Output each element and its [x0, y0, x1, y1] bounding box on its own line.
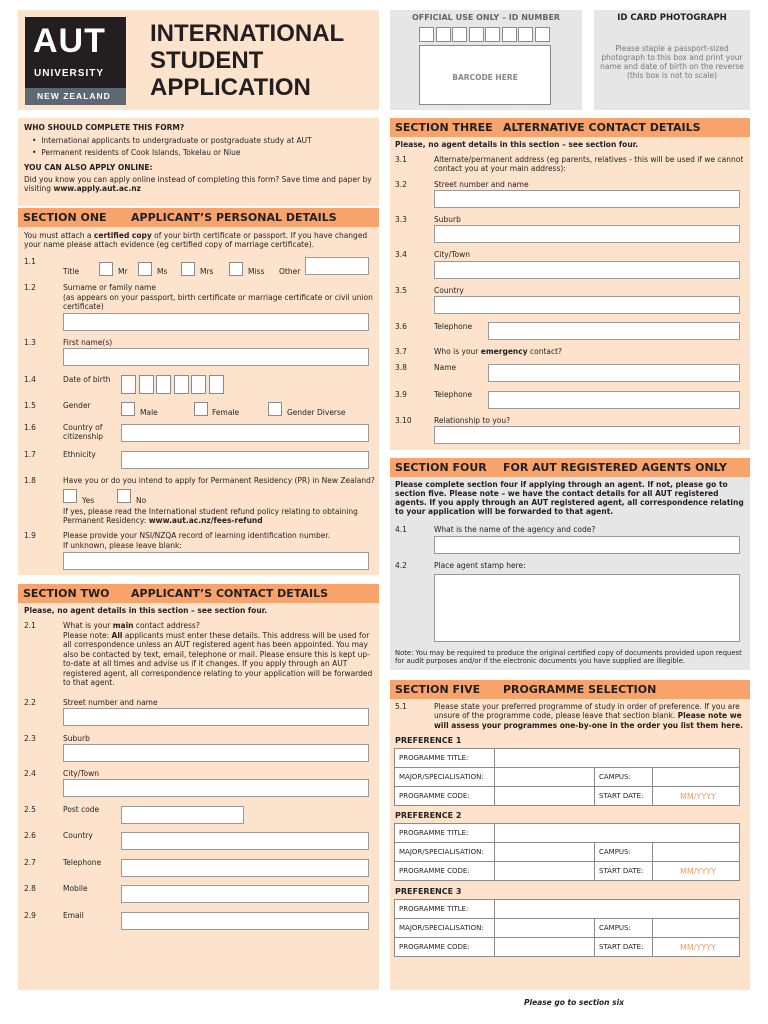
q-number: 1.9	[24, 531, 36, 540]
country-field[interactable]	[121, 832, 369, 850]
id-number-digit-box	[419, 27, 434, 42]
q-number: 5.1	[395, 702, 407, 711]
alt-suburb-label: Suburb	[434, 215, 461, 224]
section-three-note: Please, no agent details in this section – see section four.	[395, 140, 639, 149]
country-label: Country	[63, 831, 93, 840]
agent-stamp-label: Place agent stamp here:	[434, 561, 526, 570]
diverse-label: Gender Diverse	[287, 408, 346, 417]
campus-label: CAMPUS:	[595, 768, 653, 787]
email-label: Email	[63, 911, 84, 920]
gender-female-checkbox[interactable]	[194, 402, 208, 416]
emergency-telephone-field[interactable]	[488, 391, 740, 409]
alt-country-label: Country	[434, 286, 464, 295]
gender-diverse-checkbox[interactable]	[268, 402, 282, 416]
section-four-note: Please complete section four if applying through an agent. If not, please go to section five. Please note – we have the contact details for all AUT registered agents. If you apply through an AUT registered agent, all correspondence relating to your application will be forwarded to that agent.	[395, 480, 744, 516]
telephone-field[interactable]	[121, 859, 369, 877]
q-number: 1.6	[24, 423, 36, 432]
programme-code-field[interactable]	[495, 862, 595, 881]
first-name-label: First name(s)	[63, 338, 113, 347]
start-date-label: START DATE:	[595, 862, 653, 881]
next-section-note: Please go to section six	[524, 998, 624, 1007]
no-label: No	[136, 496, 147, 505]
q-number: 1.1	[24, 257, 36, 266]
ethnicity-label: Ethnicity	[63, 450, 96, 459]
q-number: 1.2	[24, 283, 36, 292]
section-one-intro: You must attach a certified copy of your birth certificate or passport. If you have changed your name please attach evidence (eg certified copy of marriage certificate).	[24, 231, 368, 249]
pr-question: Have you or do you intend to apply for Permanent Residency (PR) in New Zealand?	[63, 476, 375, 485]
citizenship-label: Country of citizenship	[63, 423, 104, 442]
photo-instructions: Please staple a passport-sized photograph to this box and print your name and date of birth on the reverse (this box is not to scale)	[600, 44, 744, 80]
q-number: 3.1	[395, 155, 407, 164]
major-label: MAJOR/SPECIALISATION:	[395, 843, 495, 862]
campus-field[interactable]	[653, 843, 740, 862]
programme-title-label: PROGRAMME TITLE:	[395, 900, 495, 919]
yes-label: Yes	[82, 496, 95, 505]
programme-code-field[interactable]	[495, 938, 595, 957]
other-label: Other	[279, 267, 301, 276]
logo-country: NEW ZEALAND	[37, 91, 111, 101]
nsn-note: If unknown, please leave blank:	[63, 541, 182, 550]
postcode-field[interactable]	[121, 806, 244, 824]
id-number-digit-box	[485, 27, 500, 42]
pr-note: If yes, please read the International student refund policy relating to obtaining Permanent Residency: www.aut.ac.nz/fees-refund	[63, 507, 358, 526]
mobile-label: Mobile	[63, 884, 88, 893]
postcode-label: Post code	[63, 805, 100, 814]
pr-yes-checkbox[interactable]	[63, 489, 77, 503]
emergency-question: Who is your emergency contact?	[434, 347, 563, 356]
mrs-label: Mrs	[200, 267, 214, 276]
suburb-field[interactable]	[63, 744, 369, 762]
page-title-line2: STUDENT	[150, 47, 264, 74]
section-four-header: SECTION FOUR FOR AUT REGISTERED AGENTS ONLY	[390, 458, 750, 477]
nsn-question: Please provide your NSI/NZQA record of learning identification number.	[63, 531, 331, 540]
gender-label: Gender	[63, 401, 91, 410]
aut-logo	[25, 17, 126, 105]
photo-title: ID CARD PHOTOGRAPH	[617, 13, 727, 23]
dob-digit-box[interactable]	[209, 375, 224, 394]
nsn-field[interactable]	[63, 552, 369, 570]
agent-stamp-box[interactable]	[434, 574, 740, 642]
online-text: Did you know you can apply online instead of completing this form? Save time and paper by visiting www.apply.aut.ac.nz	[24, 175, 372, 193]
preference-1-heading: PREFERENCE 1	[395, 736, 462, 745]
dob-digit-box[interactable]	[191, 375, 206, 394]
q-number: 3.7	[395, 347, 407, 356]
campus-field[interactable]	[653, 919, 740, 938]
miss-label: Miss	[248, 267, 265, 276]
q-number: 3.4	[395, 250, 407, 259]
female-label: Female	[212, 408, 240, 417]
preference-2-heading: PREFERENCE 2	[395, 811, 462, 820]
surname-label: Surname or family name	[63, 283, 156, 292]
dob-digit-box[interactable]	[174, 375, 189, 394]
programme-title-field[interactable]	[495, 749, 740, 768]
q-number: 3.10	[395, 416, 412, 425]
q-number: 1.4	[24, 375, 36, 384]
preference-3-heading: PREFERENCE 3	[395, 887, 462, 896]
logo-sub: UNIVERSITY	[34, 68, 105, 79]
dob-digit-box[interactable]	[139, 375, 154, 394]
alt-suburb-field[interactable]	[434, 225, 740, 243]
online-title: YOU CAN ALSO APPLY ONLINE:	[24, 163, 153, 172]
q-number: 1.5	[24, 401, 36, 410]
q-number: 1.8	[24, 476, 36, 485]
q-number: 3.8	[395, 363, 407, 372]
who-title: WHO SHOULD COMPLETE THIS FORM?	[24, 123, 185, 132]
alt-street-field[interactable]	[434, 190, 740, 208]
mobile-field[interactable]	[121, 885, 369, 903]
programme-code-field[interactable]	[495, 787, 595, 806]
q-number: 4.2	[395, 561, 407, 570]
id-number-digit-box	[452, 27, 467, 42]
fees-refund-link[interactable]: www.aut.ac.nz/fees-refund	[148, 516, 263, 526]
dob-digit-box[interactable]	[121, 375, 136, 394]
alt-country-field[interactable]	[434, 296, 740, 314]
major-label: MAJOR/SPECIALISATION:	[395, 768, 495, 787]
title-mrs-checkbox[interactable]	[181, 262, 195, 276]
suburb-label: Suburb	[63, 734, 90, 743]
campus-label: CAMPUS:	[595, 919, 653, 938]
agency-field[interactable]	[434, 536, 740, 554]
alt-telephone-field[interactable]	[488, 322, 740, 340]
surname-field[interactable]	[63, 313, 369, 331]
emergency-name-label: Name	[434, 363, 457, 372]
section-three-header: SECTION THREE ALTERNATIVE CONTACT DETAILS	[390, 118, 750, 137]
start-date-field[interactable]: MM/YYYY	[653, 938, 740, 957]
bullet-1: • International applicants to undergraduate or postgraduate study at AUT	[32, 136, 312, 145]
q-number: 2.9	[24, 911, 36, 920]
major-field[interactable]	[495, 768, 595, 787]
pr-no-checkbox[interactable]	[117, 489, 131, 503]
male-label: Male	[140, 408, 158, 417]
id-number-digit-box	[469, 27, 484, 42]
q-number: 2.3	[24, 734, 36, 743]
start-date-field[interactable]: MM/YYYY	[653, 787, 740, 806]
q-number: 2.2	[24, 698, 36, 707]
start-date-label: START DATE:	[595, 787, 653, 806]
q-number: 2.5	[24, 805, 36, 814]
bullet-2: • Permanent residents of Cook Islands, Tokelau or Niue	[32, 148, 241, 157]
apply-online-link[interactable]: www.apply.aut.ac.nz	[53, 184, 141, 193]
programme-title-label: PROGRAMME TITLE:	[395, 749, 495, 768]
first-name-field[interactable]	[63, 348, 369, 366]
q-number: 1.7	[24, 450, 36, 459]
q-number: 3.5	[395, 286, 407, 295]
preference-1-table	[394, 748, 740, 806]
dob-digit-box[interactable]	[156, 375, 171, 394]
section-two-header: SECTION TWO APPLICANT’S CONTACT DETAILS	[18, 584, 379, 603]
relationship-field[interactable]	[434, 426, 740, 444]
surname-note: (as appears on your passport, birth certificate or marriage certificate or civil union certificate)	[63, 293, 373, 312]
id-number-digit-box	[436, 27, 451, 42]
major-label: MAJOR/SPECIALISATION:	[395, 919, 495, 938]
ms-label: Ms	[157, 267, 168, 276]
alt-telephone-label: Telephone	[434, 322, 473, 331]
programme-title-field[interactable]	[495, 900, 740, 919]
street-field[interactable]	[63, 708, 369, 726]
relationship-label: Relationship to you?	[434, 416, 511, 425]
major-field[interactable]	[495, 919, 595, 938]
section-two-note: Please, no agent details in this section – see section four.	[24, 606, 268, 615]
programme-code-label: PROGRAMME CODE:	[395, 787, 495, 806]
alt-city-label: City/Town	[434, 250, 471, 259]
alt-street-label: Street number and name	[434, 180, 529, 189]
main-contact-note: Please note: All applicants must enter these details. This address will be used for all correspondence unless an AUT registered agent has been appointed. You may also be contacted by text, email, telephone or mail. Please ensure this is kept up-to-date at all times and advise us if it changes. If you apply through an AUT registered agent, all correspondence relating to your application will be forwarded to that agent.	[63, 631, 373, 687]
city-label: City/Town	[63, 769, 100, 778]
programme-code-label: PROGRAMME CODE:	[395, 862, 495, 881]
main-contact-question: What is your main contact address?	[63, 621, 200, 630]
q-number: 2.4	[24, 769, 36, 778]
programme-intro: Please state your preferred programme of study in order of preference. If you are unsure of the programme code, please leave that section blank. Please note we will assess your programmes one-by-one in the order you list them here.	[434, 702, 744, 730]
dob-label: Date of birth	[63, 375, 111, 384]
emergency-name-field[interactable]	[488, 364, 740, 382]
preference-2-table	[394, 823, 740, 881]
gender-male-checkbox[interactable]	[121, 402, 135, 416]
title-ms-checkbox[interactable]	[138, 262, 152, 276]
alt-address-label: Alternate/permanent address (eg parents, relatives - this will be used if we cannot contact you at your main address):	[434, 155, 744, 174]
programme-title-label: PROGRAMME TITLE:	[395, 824, 495, 843]
logo-main: AUT	[33, 22, 106, 60]
emergency-telephone-label: Telephone	[434, 390, 473, 399]
email-field[interactable]	[121, 912, 369, 930]
section-four-footnote: Note: You may be required to produce the original certified copy of documents provided upon request for audit purposes and/or if the electronic documents you have supplied are illegible.	[395, 649, 742, 666]
city-field[interactable]	[63, 779, 369, 797]
title-label: Title	[63, 267, 80, 276]
title-mr-checkbox[interactable]	[99, 262, 113, 276]
programme-title-field[interactable]	[495, 824, 740, 843]
page-title-line1: INTERNATIONAL	[150, 20, 345, 47]
campus-label: CAMPUS:	[595, 843, 653, 862]
alt-city-field[interactable]	[434, 261, 740, 279]
start-date-field[interactable]: MM/YYYY	[653, 862, 740, 881]
programme-code-label: PROGRAMME CODE:	[395, 938, 495, 957]
mr-label: Mr	[118, 267, 128, 276]
q-number: 2.6	[24, 831, 36, 840]
q-number: 1.3	[24, 338, 36, 347]
q-number: 2.1	[24, 621, 36, 630]
major-field[interactable]	[495, 843, 595, 862]
id-number-digit-box	[518, 27, 533, 42]
barcode-label: BARCODE HERE	[452, 73, 518, 82]
preference-3-table	[394, 899, 740, 957]
street-label: Street number and name	[63, 698, 158, 707]
q-number: 3.3	[395, 215, 407, 224]
start-date-label: START DATE:	[595, 938, 653, 957]
title-other-field[interactable]	[305, 257, 369, 275]
q-number: 3.6	[395, 322, 407, 331]
id-number-digit-box	[502, 27, 517, 42]
ethnicity-field[interactable]	[121, 451, 369, 469]
section-one-header: SECTION ONE APPLICANT’S PERSONAL DETAILS	[18, 208, 379, 227]
q-number: 3.2	[395, 180, 407, 189]
id-number-digit-box	[535, 27, 550, 42]
section-five-header: SECTION FIVE PROGRAMME SELECTION	[390, 680, 750, 699]
page-title-line3: APPLICATION	[150, 74, 311, 101]
q-number: 4.1	[395, 525, 407, 534]
official-use-label: OFFICIAL USE ONLY – ID NUMBER	[411, 13, 561, 22]
citizenship-field[interactable]	[121, 424, 369, 442]
campus-field[interactable]	[653, 768, 740, 787]
q-number: 2.7	[24, 858, 36, 867]
q-number: 3.9	[395, 390, 407, 399]
title-miss-checkbox[interactable]	[229, 262, 243, 276]
q-number: 2.8	[24, 884, 36, 893]
telephone-label: Telephone	[63, 858, 102, 867]
agency-label: What is the name of the agency and code?	[434, 525, 596, 534]
